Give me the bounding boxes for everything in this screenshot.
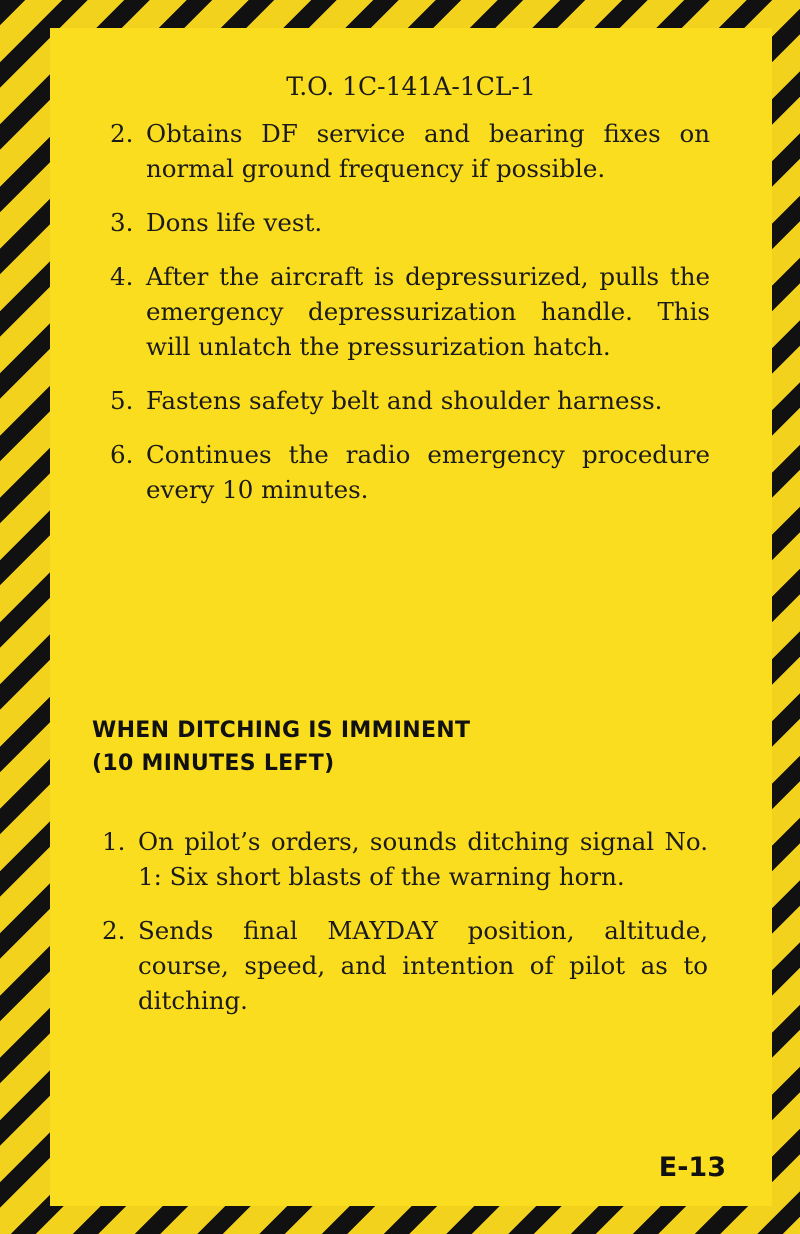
item-number: 2. [102,916,126,945]
page-number: E-13 [658,1152,726,1183]
item-number: 3. [110,208,134,237]
item-text: Dons life vest. [146,208,323,237]
item-number: 5. [110,386,134,415]
section-heading [92,714,470,780]
list-item [110,116,710,186]
item-text: Fastens safety belt and shoulder harness. [146,386,663,415]
list-item [110,383,710,418]
item-number: 6. [110,440,134,469]
section-heading-line2: (10 MINUTES LEFT) [92,751,335,776]
procedure-list-bottom [102,824,708,1037]
item-number: 2. [110,119,134,148]
procedure-list-top [110,116,710,526]
list-item [110,259,710,364]
document-header: T.O. 1C-141A-1CL-1 [286,72,536,101]
checklist-card [50,28,772,1206]
item-text: On pilot’s orders, sounds ditching signal No. 1: Six short blasts of the warning horn. [138,827,708,891]
item-text: Sends final MAYDAY position, altitude, course, speed, and intention of pilot as to ditching. [138,916,708,1015]
list-item [110,205,710,240]
section-heading-line1: WHEN DITCHING IS IMMINENT [92,718,471,743]
item-number: 1. [102,827,126,856]
item-text: After the aircraft is depressurized, pulls the emergency depressurization handle. This will unlatch the pressurization hatch. [146,262,710,361]
item-text: Obtains DF service and bearing fixes on normal ground frequency if possible. [146,119,710,183]
list-item [110,437,710,507]
item-number: 4. [110,262,134,291]
list-item [102,913,708,1018]
list-item [102,824,708,894]
item-text: Continues the radio emergency procedure every 10 minutes. [146,440,710,504]
